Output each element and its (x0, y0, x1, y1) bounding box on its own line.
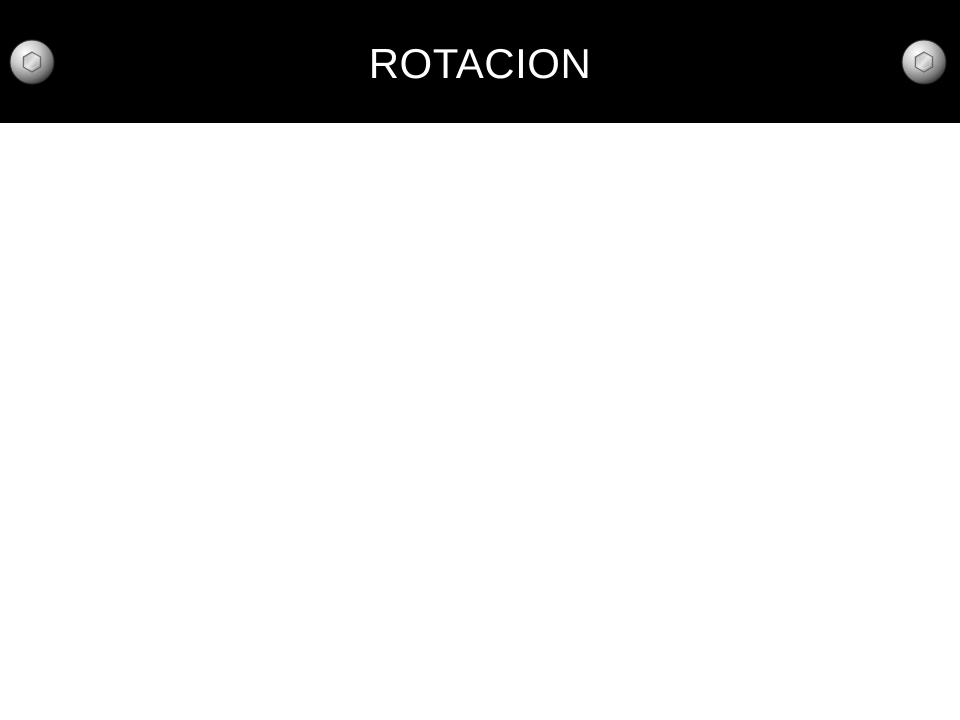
title-bar (0, 0, 960, 123)
slide-content-area (0, 123, 960, 720)
hex-bolt-icon (901, 39, 947, 85)
slide-title: ROTACION (368, 40, 592, 87)
